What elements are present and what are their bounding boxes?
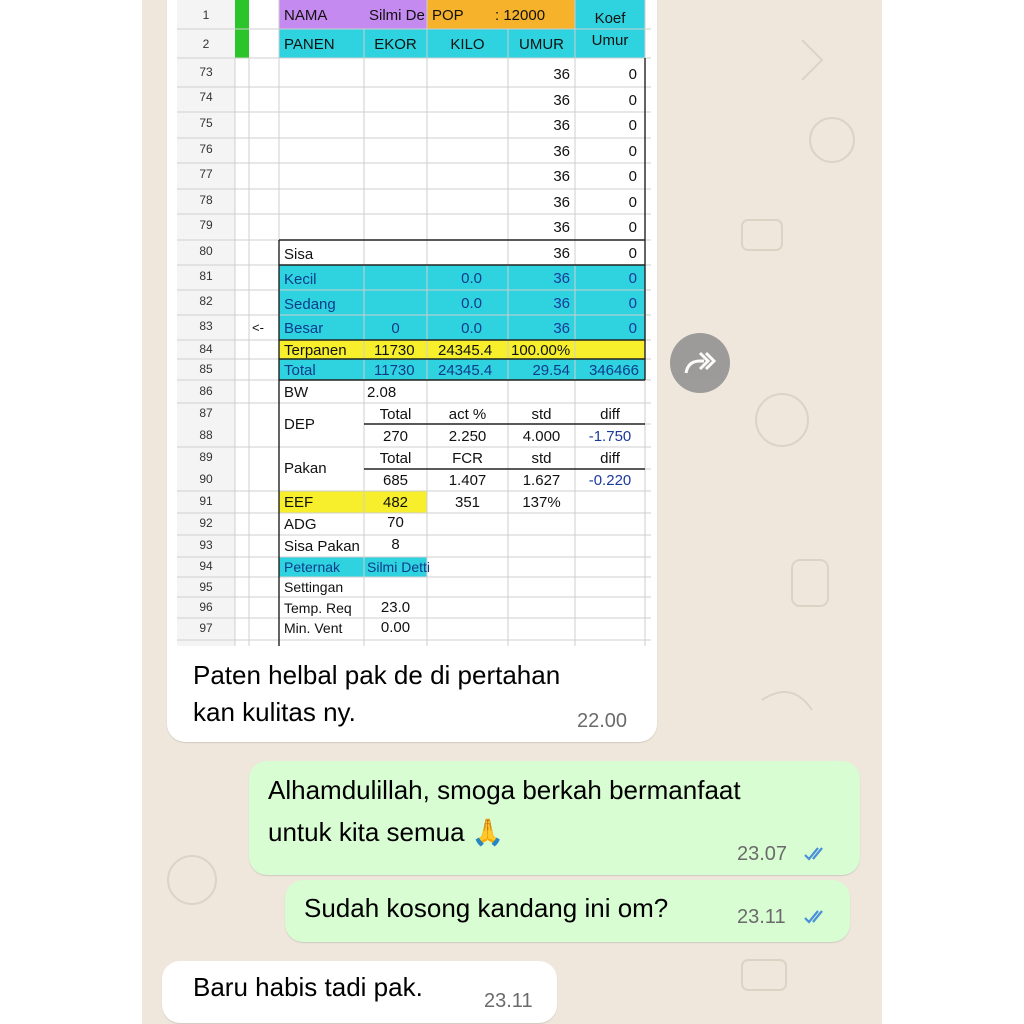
- row-number: 2: [202, 37, 210, 51]
- row-number: 85: [199, 362, 213, 376]
- cell-panen-header: PANEN: [284, 36, 335, 53]
- double-check-icon: [803, 846, 831, 862]
- cell-umur: 36: [553, 245, 570, 262]
- message-time: 23.11: [737, 906, 786, 928]
- cell-settingan-label: Settingan: [284, 579, 344, 595]
- cell-umur: 36: [553, 194, 570, 211]
- cell-pakan-diff: -0.220: [588, 472, 632, 489]
- row-number: 83: [199, 319, 213, 333]
- cell-koef: 0: [628, 92, 637, 109]
- message-text: Sudah kosong kandang ini om?: [304, 893, 669, 923]
- cell-dep-act-header: act %: [448, 406, 487, 423]
- cell-besar-label: Besar: [284, 320, 324, 337]
- cell-nama-label: NAMA: [284, 7, 328, 24]
- cell-koef: 0: [628, 66, 637, 83]
- row-number: 75: [199, 116, 213, 130]
- cell-total-label: Total: [284, 362, 316, 379]
- cell-pakan-total: 685: [382, 472, 409, 489]
- row-number: 96: [199, 600, 213, 614]
- cell-koef: 0: [628, 320, 637, 337]
- row-number: 78: [199, 193, 213, 207]
- cell-dep-std: 4.000: [522, 428, 561, 445]
- cell-eef-value: 482: [382, 494, 409, 511]
- cell-umur: 36: [553, 320, 570, 337]
- cell-umur: 36: [553, 117, 570, 134]
- cell-koef: 0: [628, 117, 637, 134]
- cell-dep-total: 270: [382, 428, 409, 445]
- cell-umur: 36: [553, 168, 570, 185]
- row-number: 74: [199, 90, 213, 104]
- cell-umur: 36: [553, 143, 570, 160]
- cell-dep-diff-header: diff: [600, 406, 620, 423]
- row-number: 76: [199, 142, 213, 156]
- cell-min-vent-label: Min. Vent: [284, 620, 343, 636]
- row-number: 84: [199, 342, 213, 356]
- cell-adg-value: 70: [387, 514, 404, 531]
- cell-kecil-label: Kecil: [284, 271, 317, 288]
- cell-adg-label: ADG: [284, 516, 317, 533]
- message-time: 23.11: [484, 990, 533, 1012]
- cell-nama-value: Silmi De: [369, 7, 425, 24]
- cell-sisa-label: Sisa: [284, 246, 314, 263]
- forward-icon: [682, 347, 718, 379]
- row-number: 91: [199, 494, 213, 508]
- cell-koef: 0: [628, 168, 637, 185]
- cell-peternak-label: Peternak: [284, 559, 341, 575]
- row-number: 86: [199, 384, 213, 398]
- message-time: 23.07: [737, 843, 788, 865]
- cell-sedang-kilo: 0.0: [461, 295, 482, 312]
- cell-terpanen-pct: 100.00%: [511, 342, 571, 359]
- cell-dep-total-header: Total: [379, 406, 412, 423]
- cell-total-koef: 346466: [588, 362, 639, 379]
- cell-koef: 0: [628, 143, 637, 160]
- cell-terpanen-kilo: 24345.4: [438, 342, 493, 359]
- cell-temp-req-label: Temp. Req: [284, 600, 352, 616]
- cell-besar-ekor: 0: [391, 320, 400, 337]
- cell-bw-label: BW: [284, 384, 309, 401]
- row-number: 80: [199, 244, 213, 258]
- cell-total-ekor: 11730: [374, 362, 415, 379]
- cell-pakan-total-header: Total: [379, 450, 412, 467]
- cell-koef-umur-label: Umur: [591, 32, 629, 49]
- cell-kilo-header: KILO: [450, 36, 485, 53]
- spreadsheet-image[interactable]: [177, 0, 651, 646]
- cell-temp-req-value: 23.0: [380, 599, 411, 616]
- cell-umur: 36: [553, 92, 570, 109]
- message-text: kan kulitas ny.: [193, 697, 356, 727]
- cell-terpanen-label: Terpanen: [284, 342, 347, 359]
- cell-koef-label: Koef: [594, 10, 626, 27]
- cell-sisa-pakan-value: 8: [391, 536, 400, 553]
- message-time: 22.00: [577, 710, 628, 732]
- row-number: 79: [199, 218, 213, 232]
- row-number: 73: [199, 65, 213, 79]
- row-number: 89: [199, 450, 213, 464]
- row-number: 94: [199, 559, 213, 573]
- cell-dep-diff: -1.750: [588, 428, 632, 445]
- double-check-icon: [803, 909, 831, 925]
- cell-pakan-fcr-header: FCR: [452, 450, 483, 467]
- cell-sedang-label: Sedang: [284, 296, 336, 313]
- cell-dep-std-header: std: [531, 406, 552, 423]
- cell-sisa-pakan-label: Sisa Pakan: [284, 538, 360, 555]
- cell-dep-act: 2.250: [448, 428, 487, 445]
- row-number: 87: [199, 406, 213, 420]
- cell-koef: 0: [628, 295, 637, 312]
- cell-pakan-diff-header: diff: [600, 450, 620, 467]
- row-number: 1: [202, 8, 210, 22]
- message-text: untuk kita semua 🙏: [268, 817, 505, 847]
- row-number: 81: [199, 269, 213, 283]
- cell-pakan-label: Pakan: [284, 460, 327, 477]
- cell-koef: 0: [628, 194, 637, 211]
- row-number: 88: [199, 428, 213, 442]
- message-text: Paten helbal pak de di pertahan: [193, 660, 561, 690]
- row-number: 82: [199, 294, 213, 308]
- cell-umur: 36: [553, 219, 570, 236]
- cell-umur: 36: [553, 66, 570, 83]
- cell-pakan-std-header: std: [531, 450, 552, 467]
- message-text: Alhamdulillah, smoga berkah bermanfaat: [268, 775, 741, 805]
- cell-eef-b: 351: [454, 494, 481, 511]
- cell-ekor-header: EKOR: [374, 36, 417, 53]
- cell-koef: 0: [628, 219, 637, 236]
- cell-umur: 36: [553, 270, 570, 287]
- arrow-marker: <-: [252, 320, 264, 335]
- cell-terpanen-ekor: 11730: [374, 342, 415, 359]
- cell-kecil-kilo: 0.0: [461, 270, 482, 287]
- row-number: 90: [199, 472, 213, 486]
- cell-pop-label: POP: [432, 7, 464, 24]
- cell-peternak-value: Silmi Detti: [367, 559, 431, 575]
- forward-button[interactable]: [670, 333, 730, 393]
- row-number: 95: [199, 580, 213, 594]
- cell-min-vent-value: 0.00: [380, 619, 411, 636]
- row-number: 97: [199, 621, 213, 635]
- row-number: 92: [199, 516, 213, 530]
- row-number: 93: [199, 538, 213, 552]
- message-text: Baru habis tadi pak.: [193, 972, 423, 1002]
- cell-bw-value: 2.08: [367, 384, 397, 401]
- cell-eef-label: EEF: [284, 494, 314, 511]
- row-number: 77: [199, 167, 213, 181]
- cell-umur-header: UMUR: [519, 36, 564, 53]
- cell-total-kilo: 24345.4: [438, 362, 493, 379]
- cell-eef-c: 137%: [522, 494, 561, 511]
- cell-dep-label: DEP: [284, 416, 315, 433]
- cell-koef: 0: [628, 245, 637, 262]
- cell-umur: 36: [553, 295, 570, 312]
- cell-total-umur: 29.54: [532, 362, 570, 379]
- cell-koef: 0: [628, 270, 637, 287]
- cell-pop-value: : 12000: [495, 7, 546, 24]
- cell-pakan-std: 1.627: [522, 472, 561, 489]
- cell-pakan-fcr: 1.407: [448, 472, 487, 489]
- cell-besar-kilo: 0.0: [461, 320, 482, 337]
